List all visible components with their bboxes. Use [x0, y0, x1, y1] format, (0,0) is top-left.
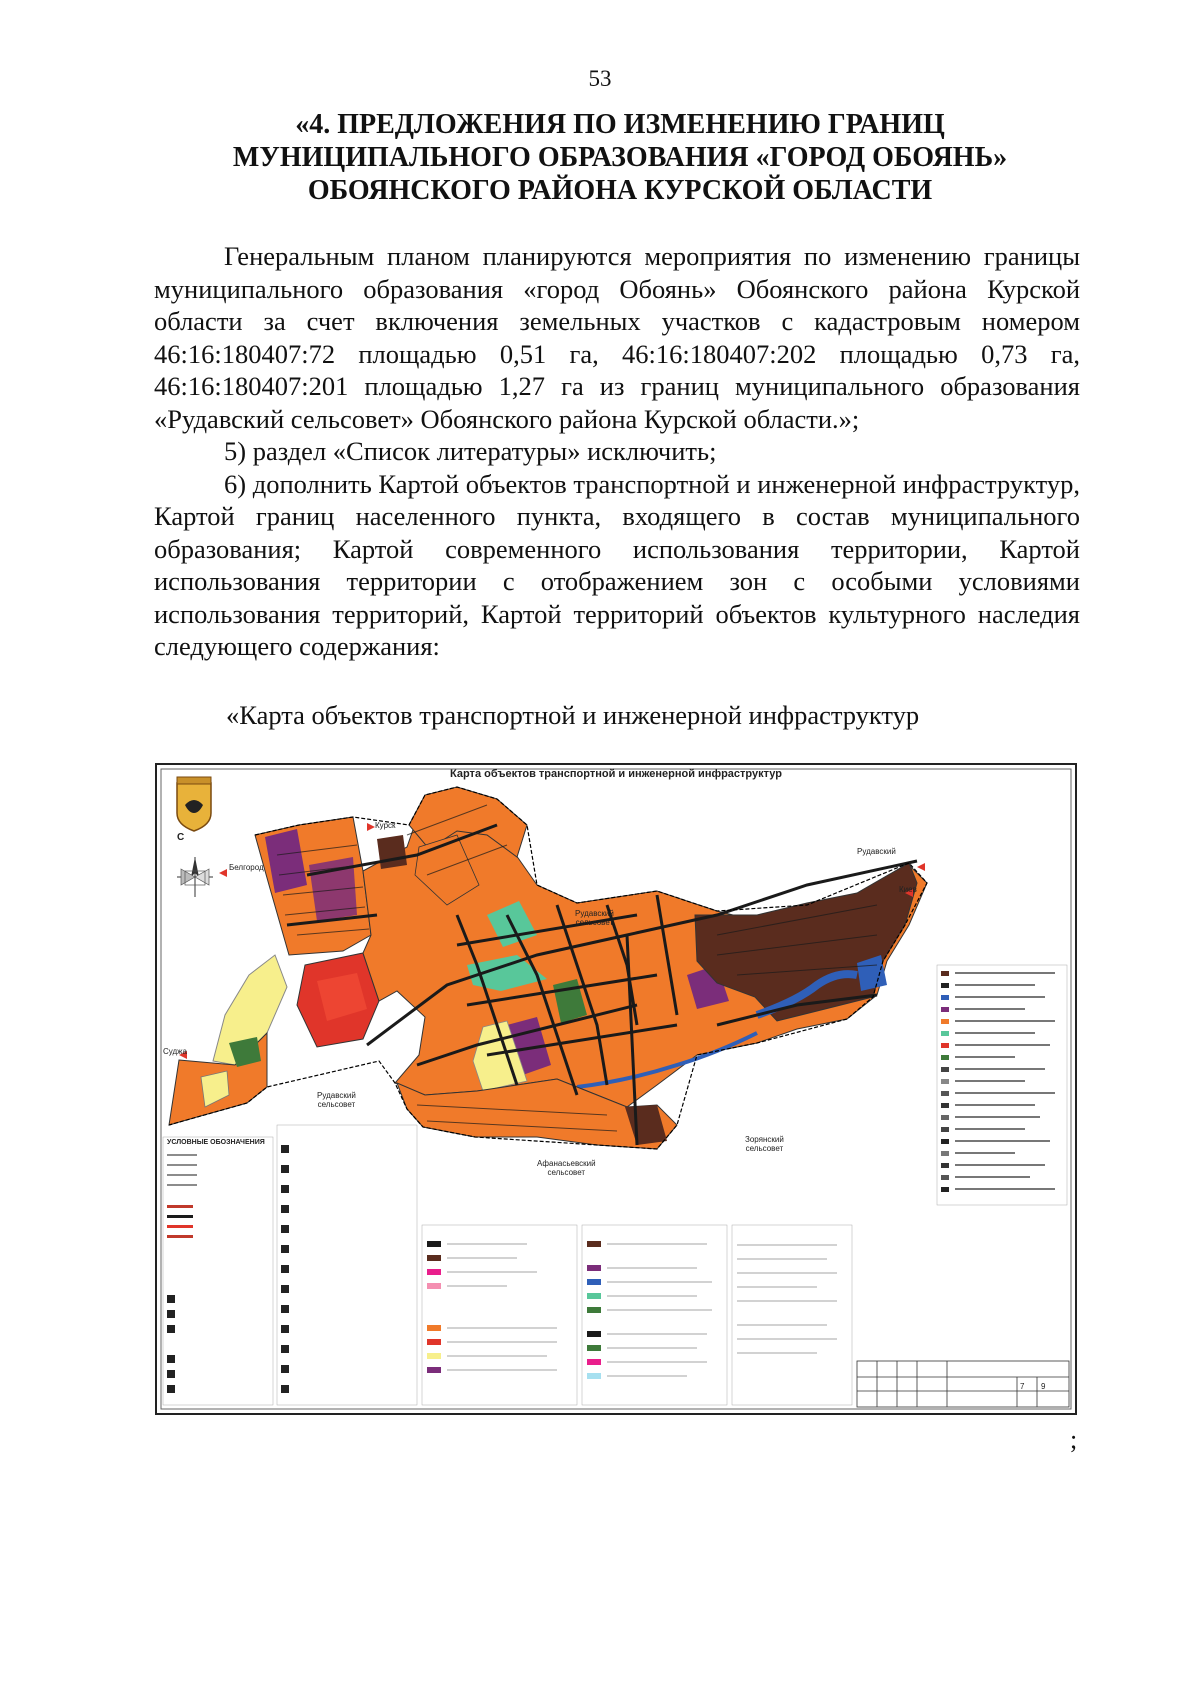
map-label-rudavsky-north: Рудавский сельсовет	[575, 909, 614, 927]
legend-heading: УСЛОВНЫЕ ОБОЗНАЧЕНИЯ	[167, 1139, 265, 1146]
page-number: 53	[588, 66, 612, 91]
map-label-zoryansky: Зорянский сельсовет	[745, 1135, 784, 1153]
body-text	[154, 240, 1080, 663]
map-title-block	[857, 1361, 1069, 1407]
map-label-rudavsky-south: Рудавский сельсовет	[317, 1091, 356, 1109]
map-label-kiev: Киев	[899, 885, 917, 894]
map-title: Карта объектов транспортной и инженерной инфраструктур	[450, 768, 782, 780]
paragraph-boundary-change: Генеральным планом планируются мероприятия по изменению границы муниципального образования «город Обоянь» Обоянского района Курской области за счет включения земельных участков с кадастровым номером 46:16:180407:72 площадью 0,51 га, 46:16:180407:202 площадью 0,73 га, 46:16:180407:201 площадью 1,27 га из границ муниципального образования «Рудавский сельсовет» Обоянского района Курской области.»;	[154, 241, 1080, 434]
map-figure	[155, 763, 1077, 1415]
map-drawing	[157, 765, 1075, 1413]
city-emblem-icon	[177, 777, 211, 831]
svg-text:7: 7	[1020, 1382, 1025, 1391]
map-zone-north-brown	[377, 835, 407, 869]
title-line-2: МУНИЦИПАЛЬНОГО ОБРАЗОВАНИЯ «ГОРОД ОБОЯНЬ»	[232, 142, 1008, 173]
map-label-kursk: Курск	[375, 821, 396, 830]
svg-text:9: 9	[1041, 1382, 1046, 1391]
map-legend-bottom	[163, 1125, 852, 1405]
title-line-3: ОБОЯНСКОГО РАЙОНА КУРСКОЙ ОБЛАСТИ	[307, 175, 933, 206]
page-title	[150, 108, 1090, 207]
map-label-afanasyevsky: Афанасьевский сельсовет	[537, 1159, 596, 1177]
title-line-1: «4. ПРЕДЛОЖЕНИЯ ПО ИЗМЕНЕНИЮ ГРАНИЦ	[295, 109, 945, 140]
compass-letter: С	[177, 832, 185, 843]
map-label-rudavsky-direction: Рудавский	[857, 847, 896, 856]
paragraph-item-5: 5) раздел «Список литературы» исключить;	[224, 436, 717, 466]
map-label-sudzha: Суджа	[163, 1047, 187, 1056]
map-caption: «Карта объектов транспортной и инженерной инфраструктур	[226, 700, 920, 730]
paragraph-item-6: 6) дополнить Картой объектов транспортной и инженерной инфраструктур, Картой границ населенного пункта, входящего в состав муниципального образования; Картой современного использования территории, Картой использования территории с отображением зон с особыми условиями использования территорий, Картой территорий объектов культурного наследия следующего содержания:	[154, 468, 1080, 661]
compass-rose-icon	[177, 857, 213, 897]
closing-semicolon: ;	[1070, 1425, 1078, 1454]
map-label-belgorod: Белгород	[229, 863, 264, 872]
map-legend-right	[937, 965, 1067, 1205]
